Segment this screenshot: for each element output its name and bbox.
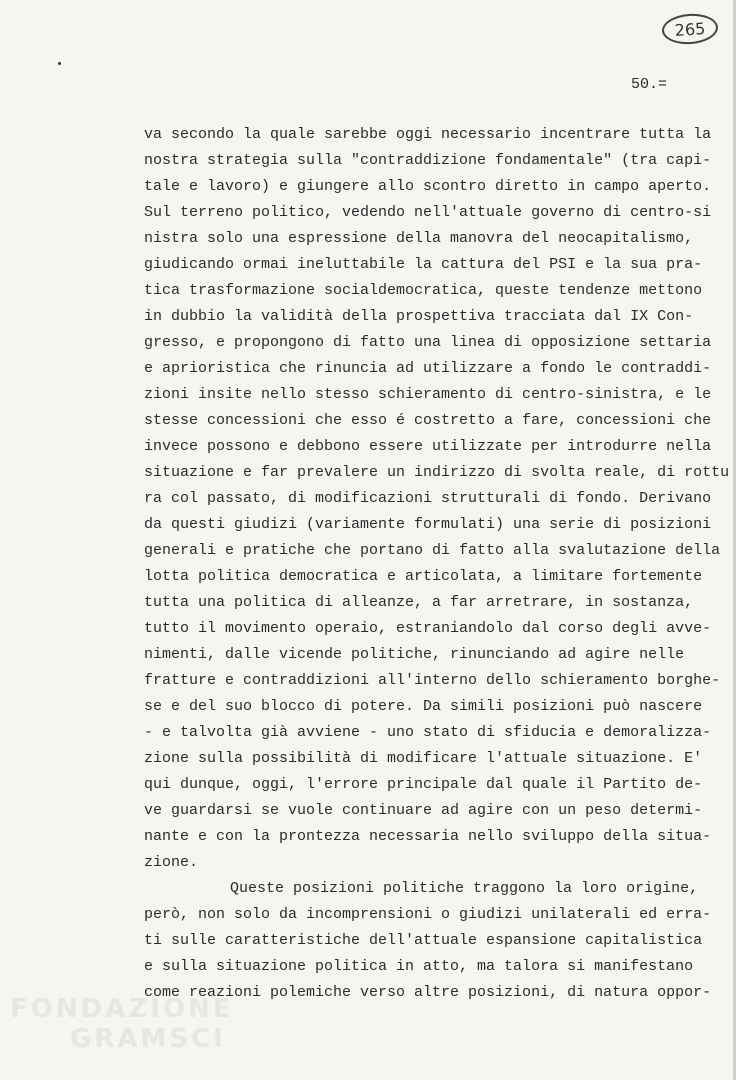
text-line: nistra solo una espressione della manovra del neocapitalismo, — [144, 230, 694, 247]
text-line: nimenti, dalle vicende politiche, rinunciando ad agire nelle — [144, 646, 685, 663]
page-number: 50.= — [631, 76, 668, 93]
text-line: nostra strategia sulla "contraddizione fondamentale" (tra capi- — [144, 152, 712, 169]
stamp-number: 265 — [674, 18, 706, 40]
text-line-indented: Queste posizioni politiche traggono la loro origine, — [230, 880, 699, 897]
text-line: va secondo la quale sarebbe oggi necessario incentrare tutta la — [144, 126, 712, 143]
text-line: zioni insite nello stesso schieramento di centro-sinistra, e le — [144, 386, 712, 403]
text-line: in dubbio la validità della prospettiva tracciata dal IX Con- — [144, 308, 694, 325]
text-line: zione sulla possibilità di modificare l'attuale situazione. E' — [144, 750, 703, 767]
text-line: tale e lavoro) e giungere allo scontro diretto in campo aperto. — [144, 178, 712, 195]
archive-stamp — [661, 12, 719, 46]
text-line: gresso, e propongono di fatto una linea di opposizione settaria — [144, 334, 712, 351]
text-line: ve guardarsi se vuole continuare ad agire con un peso determi- — [144, 802, 703, 819]
text-line: come reazioni polemiche verso altre posizioni, di natura oppor- — [144, 984, 712, 1001]
text-line: e sulla situazione politica in atto, ma talora si manifestano — [144, 958, 694, 975]
body-text — [144, 122, 730, 1006]
text-line: giudicando ormai ineluttabile la cattura del PSI e la sua pra- — [144, 256, 703, 273]
text-line: Sul terreno politico, vedendo nell'attuale governo di centro-si — [144, 204, 712, 221]
text-line: generali e pratiche che portano di fatto alla svalutazione della — [144, 542, 721, 559]
watermark-line-2: GRAMSCI — [70, 1024, 226, 1054]
ink-dot — [58, 62, 61, 65]
text-line: da questi giudizi (variamente formulati) una serie di posizioni — [144, 516, 712, 533]
text-line: però, non solo da incomprensioni o giudizi unilaterali ed erra- — [144, 906, 712, 923]
text-line: situazione e far prevalere un indirizzo di svolta reale, di rottu — [144, 464, 730, 481]
text-line: ti sulle caratteristiche dell'attuale espansione capitalistica — [144, 932, 703, 949]
text-line: qui dunque, oggi, l'errore principale dal quale il Partito de- — [144, 776, 703, 793]
text-line: invece possono e debbono essere utilizzate per introdurre nella — [144, 438, 712, 455]
watermark-line-1: FONDAZIONE — [10, 994, 234, 1024]
text-line: stesse concessioni che esso é costretto a fare, concessioni che — [144, 412, 712, 429]
text-line: - e talvolta già avviene - uno stato di sfiducia e demoralizza- — [144, 724, 712, 741]
text-line: fratture e contraddizioni all'interno dello schieramento borghe- — [144, 672, 721, 689]
text-line: tica trasformazione socialdemocratica, queste tendenze mettono — [144, 282, 703, 299]
text-line: nante e con la prontezza necessaria nello sviluppo della situa- — [144, 828, 712, 845]
text-line: tutta una politica di alleanze, a far arretrare, in sostanza, — [144, 594, 694, 611]
text-line: tutto il movimento operaio, estraniandolo dal corso degli avve- — [144, 620, 712, 637]
watermark-logo — [10, 996, 233, 1052]
text-line: lotta politica democratica e articolata, a limitare fortemente — [144, 568, 703, 585]
text-line: se e del suo blocco di potere. Da simili posizioni può nascere — [144, 698, 703, 715]
text-line: ra col passato, di modificazioni strutturali di fondo. Derivano — [144, 490, 712, 507]
text-line: zione. — [144, 854, 199, 871]
text-line: e aprioristica che rinuncia ad utilizzare a fondo le contraddi- — [144, 360, 712, 377]
